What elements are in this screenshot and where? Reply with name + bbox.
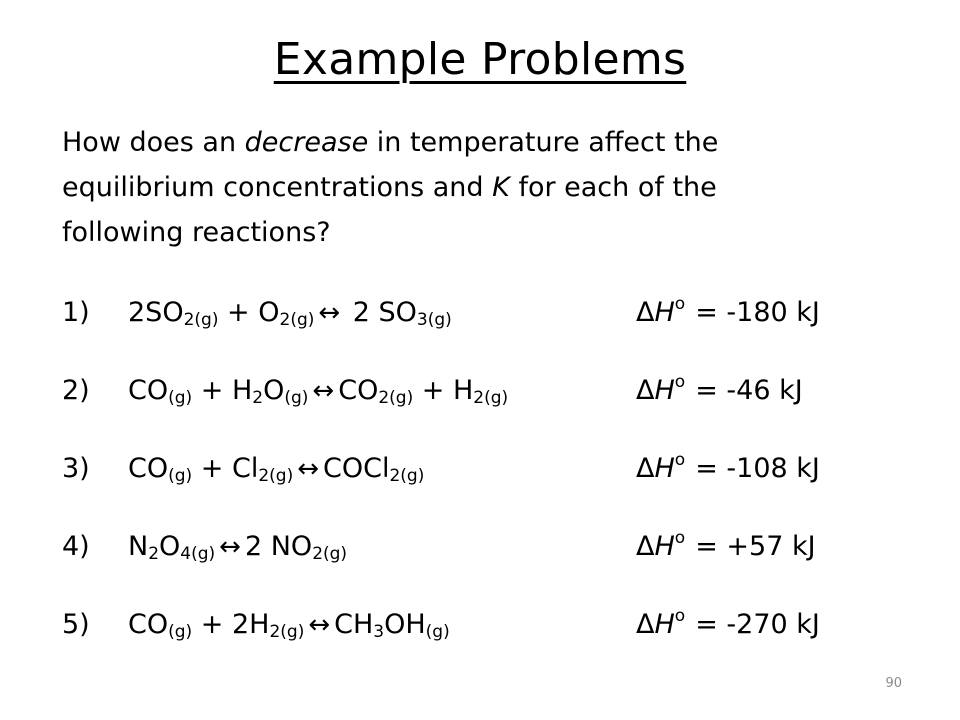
enthalpy-value: = -270 kJ [695, 609, 820, 640]
enthalpy-symbol: H [654, 609, 675, 640]
equation-subscript: 3(g) [416, 310, 452, 330]
reaction-equation [128, 522, 347, 572]
equation-subscript: (g) [284, 388, 309, 408]
enthalpy-change [636, 600, 820, 650]
enthalpy-change [636, 366, 803, 416]
equation-subscript: (g) [425, 622, 450, 642]
reaction-equation [128, 366, 508, 416]
equation-text: OH [384, 609, 426, 640]
equation-text: CH [334, 609, 374, 640]
delta-symbol: Δ [636, 531, 655, 562]
equation-subscript: 2(g) [258, 466, 294, 486]
reaction-item [62, 522, 922, 600]
equation-text: 2 SO [344, 297, 417, 328]
enthalpy-symbol: H [654, 375, 675, 406]
equation-subscript: 2 [252, 388, 264, 408]
equation-text: + Cl [192, 453, 259, 484]
reaction-list [62, 288, 922, 678]
standard-state-symbol: o [674, 606, 686, 626]
standard-state-symbol: o [674, 372, 686, 392]
slide-title-text: Example Problems [273, 34, 687, 85]
reaction-item [62, 288, 922, 366]
slide-title [0, 30, 960, 90]
equation-subscript: 2(g) [312, 544, 348, 564]
delta-symbol: Δ [636, 453, 655, 484]
equilibrium-arrow-icon: ↔ [312, 376, 335, 406]
equation-text: + O [218, 297, 280, 328]
reaction-equation [128, 444, 424, 494]
equilibrium-arrow-icon: ↔ [297, 454, 319, 484]
enthalpy-symbol: H [654, 297, 675, 328]
reaction-item [62, 366, 922, 444]
reaction-number: 4) [62, 531, 90, 562]
equation-text: COCl [323, 453, 390, 484]
equation-subscript: 2(g) [378, 388, 414, 408]
equation-subscript: (g) [168, 622, 193, 642]
standard-state-symbol: o [674, 528, 686, 548]
enthalpy-change [636, 288, 820, 338]
enthalpy-change [636, 444, 820, 494]
question-part-1: How does an [62, 127, 245, 158]
enthalpy-change [636, 522, 816, 572]
question-part-3: for each of the following reactions? [62, 172, 717, 248]
equation-subscript: 2(g) [279, 310, 315, 330]
reaction-number: 1) [62, 297, 90, 328]
page-number: 90 [885, 676, 902, 691]
equilibrium-arrow-icon: ↔ [219, 532, 241, 562]
reaction-number: 3) [62, 453, 90, 484]
question-text [62, 120, 842, 255]
question-emphasis: decrease [244, 127, 369, 158]
equation-subscript: 2 [148, 544, 160, 564]
reaction-number: 2) [62, 375, 90, 406]
equation-text: 2 NO [244, 531, 313, 562]
equation-text: O [263, 375, 285, 406]
equation-text: N [128, 531, 149, 562]
equation-text: CO [338, 375, 379, 406]
equation-subscript: 3 [373, 622, 385, 642]
equilibrium-arrow-icon: ↔ [318, 298, 341, 328]
equation-text: 2SO [128, 297, 184, 328]
equation-text: O [159, 531, 181, 562]
reaction-equation [128, 600, 450, 650]
question-k-symbol: K [492, 172, 510, 203]
equation-text: CO [128, 453, 169, 484]
equation-subscript: 2(g) [269, 622, 305, 642]
reaction-number: 5) [62, 609, 90, 640]
equation-text: + H [413, 375, 474, 406]
enthalpy-value: = -180 kJ [695, 297, 820, 328]
reaction-equation [128, 288, 452, 338]
delta-symbol: Δ [636, 297, 655, 328]
equilibrium-arrow-icon: ↔ [308, 610, 331, 640]
enthalpy-value: = +57 kJ [695, 531, 816, 562]
standard-state-symbol: o [674, 294, 686, 314]
equation-subscript: 4(g) [180, 544, 216, 564]
equation-text: + 2H [192, 609, 270, 640]
equation-subscript: 2(g) [473, 388, 509, 408]
enthalpy-symbol: H [654, 453, 675, 484]
standard-state-symbol: o [674, 450, 686, 470]
enthalpy-value: = -108 kJ [695, 453, 820, 484]
reaction-item [62, 444, 922, 522]
equation-subscript: 2(g) [183, 310, 219, 330]
reaction-item [62, 600, 922, 678]
enthalpy-symbol: H [654, 531, 675, 562]
equation-subscript: (g) [168, 466, 193, 486]
question-part-2: in temperature affect the equilibrium concentrations and [62, 127, 719, 203]
equation-subscript: (g) [168, 388, 193, 408]
delta-symbol: Δ [636, 609, 655, 640]
delta-symbol: Δ [636, 375, 655, 406]
equation-subscript: 2(g) [389, 466, 425, 486]
equation-text: + H [192, 375, 253, 406]
equation-text: CO [128, 609, 169, 640]
enthalpy-value: = -46 kJ [695, 375, 803, 406]
equation-text: CO [128, 375, 169, 406]
